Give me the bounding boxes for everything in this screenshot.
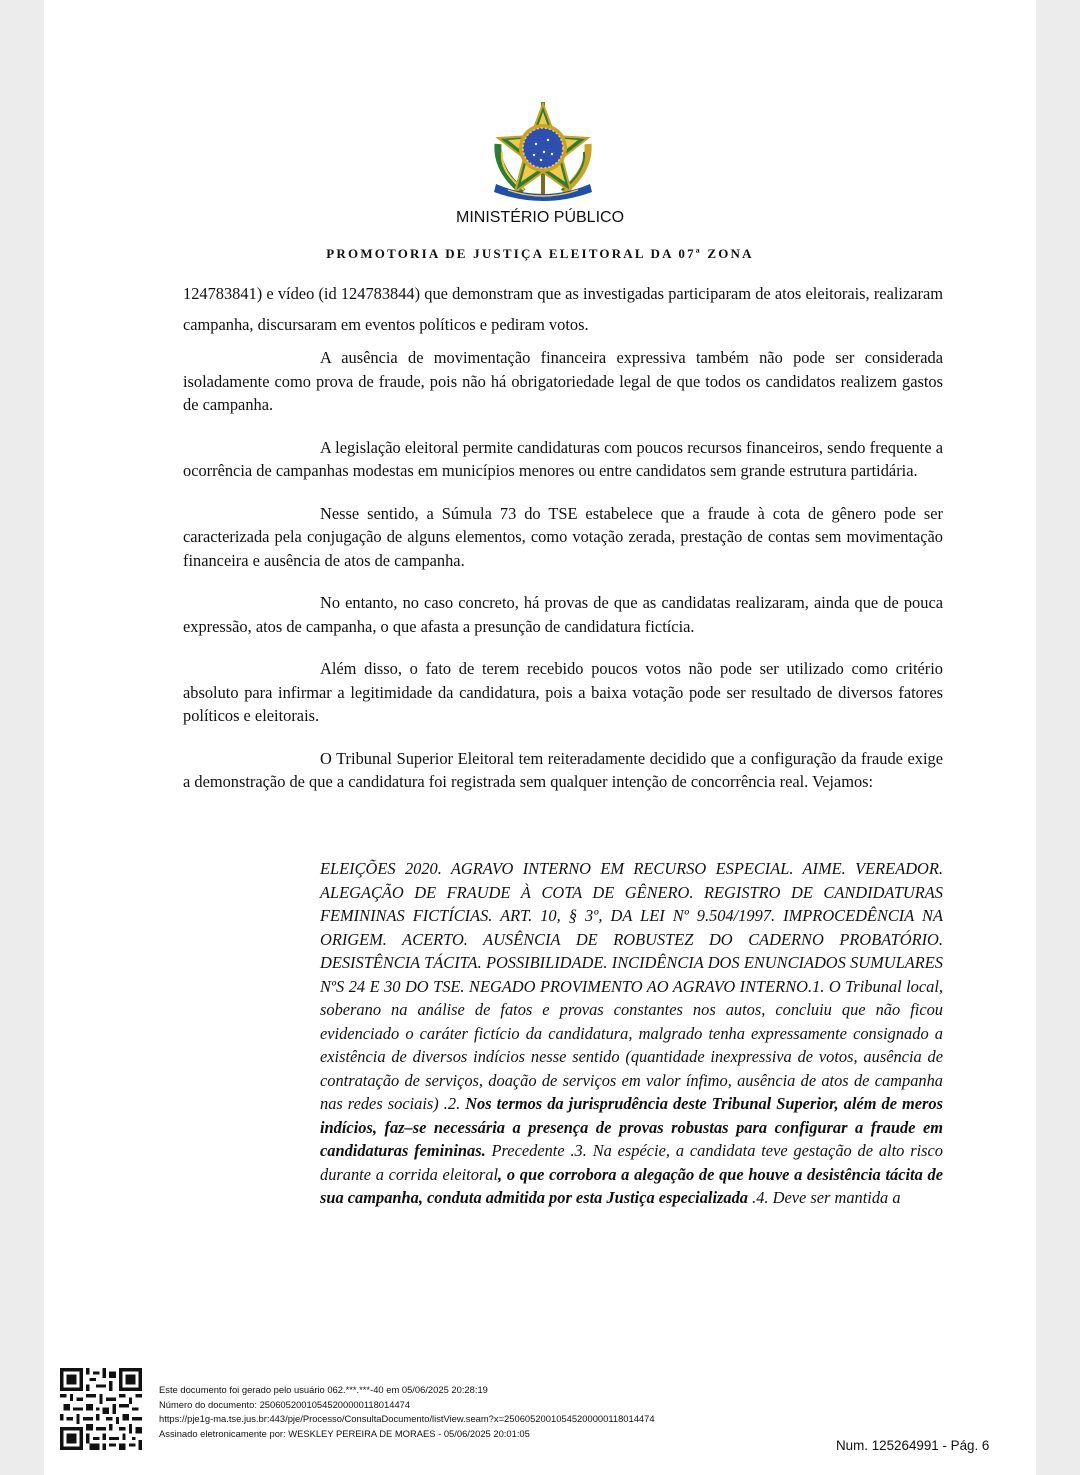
quote-bold-text: , o que corrobora a alegação de que houve a desistência tácita de sua campanha, conduta admitida por esta Justiça especializada — [320, 1164, 943, 1207]
quote-text: Precedente .3. Na espécie, a candidata teve gestação de alto risco durante a corrida eleitoral — [320, 1141, 943, 1184]
page-number: Num. 125264991 - Pág. 6 — [836, 1438, 990, 1453]
footer-document-number: Número do documento: 25060520010545200000118014474 — [159, 1398, 411, 1410]
quote-text: .4. Deve ser mantida a — [748, 1188, 901, 1207]
paragraph: A ausência de movimentação financeira expressiva também não pode ser considerada isoladamente como prova de fraude, pois não há obrigatoriedade legal de que todos os candidatos realizem gastos de campanha. — [183, 348, 943, 414]
signature-footer — [159, 1383, 655, 1442]
jurisprudence-quote — [320, 857, 943, 1210]
brazil-coat-of-arms-icon — [478, 100, 608, 202]
document-body — [183, 278, 943, 794]
footer-generated-line: Este documento foi gerado pelo usuário 062.***.***-40 em 05/06/2025 20:28:19 — [159, 1384, 488, 1395]
footer-document-url[interactable]: https://pje1g-ma.tse.jus.br:443/pje/Processo/ConsultaDocumento/listView.seam?x=25060520010545200000118014474 — [159, 1413, 655, 1425]
footer-signature-line: Assinado eletronicamente por: WESKLEY PEREIRA DE MORAES - 05/06/2025 20:01:05 — [159, 1428, 530, 1440]
paragraph: O Tribunal Superior Eleitoral tem reiteradamente decidido que a configuração da fraude exige a demonstração de que a candidatura foi registrada sem qualquer intenção de concorrência real. Vejamos: — [183, 748, 943, 791]
ministry-title: MINISTÉRIO PÚBLICO — [455, 209, 625, 226]
qr-code-icon[interactable] — [60, 1368, 142, 1450]
office-title: PROMOTORIA DE JUSTIÇA ELEITORAL DA 07ª ZONA — [326, 246, 754, 261]
paragraph: Além disso, o fato de terem recebido poucos votos não pode ser utilizado como critério absoluto para infirmar a legitimidade da candidatura, pois a baixa votação pode ser resultado de diversos fatores políticos e eleitorais. — [183, 659, 943, 725]
paragraph: A legislação eleitoral permite candidaturas com poucos recursos financeiros, sendo frequente a ocorrência de campanhas modestas em municípios menores ou entre candidatos sem grande estrutura partidária. — [183, 437, 943, 480]
paragraph: Nesse sentido, a Súmula 73 do TSE estabelece que a fraude à cota de gênero pode ser caracterizada pela conjugação de alguns elementos, como votação zerada, prestação de contas sem movimentação financeira e ausência de atos de campanha. — [183, 503, 943, 570]
quote-bold-text: Nos termos da jurisprudência deste Tribunal Superior, além de meros indícios, faz–se necessária a presença de provas robustas para configurar a fraude em candidaturas femininas. — [320, 1094, 943, 1160]
paragraph: No entanto, no caso concreto, há provas de que as candidatas realizaram, ainda que de pouca expressão, atos de campanha, o que afasta a presunção de candidatura fictícia. — [183, 593, 943, 636]
paragraph: 124783841) e vídeo (id 124783844) que demonstram que as investigadas participaram de atos eleitorais, realizaram campanha, discursaram em eventos políticos e pediram votos. — [183, 284, 943, 334]
quote-text: ELEIÇÕES 2020. AGRAVO INTERNO EM RECURSO ESPECIAL. AIME. VEREADOR. ALEGAÇÃO DE FRAUDE À COTA DE GÊNERO. REGISTRO DE CANDIDATURAS FEMININAS FICTÍCIAS. ART. 10, § 3º, DA LEI Nº 9.504/1997. IMPROCEDÊNCIA NA ORIGEM. ACERTO. AUSÊNCIA DE ROBUSTEZ DO CADERNO PROBATÓRIO. DESISTÊNCIA TÁCITA. POSSIBILIDADE. INCIDÊNCIA DOS ENUNCIADOS SUMULARES NºS 24 E 30 DO TSE. NEGADO PROVIMENTO AO AGRAVO INTERNO.1. O Tribunal local, soberano na análise de fatos e provas constantes nos autos, concluiu que não ficou evidenciado o caráter fictício da candidatura, malgrado tenha expressamente consignado a existência de diversos indícios nesse sentido (quantidade inexpressiva de votos, ausência de contratação de serviços, doação de serviços em valor ínfimo, ausência de atos de campanha nas redes sociais) .2. — [320, 859, 943, 1113]
